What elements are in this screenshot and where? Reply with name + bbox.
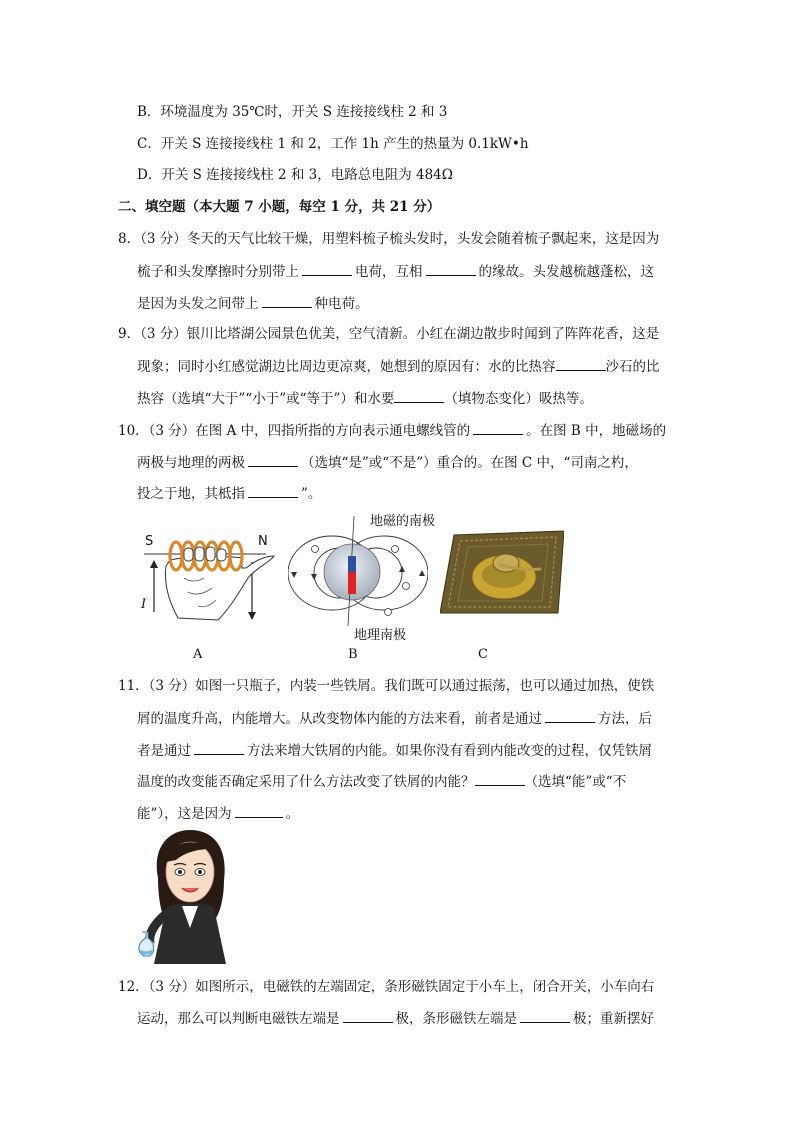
label-n-pole: N — [258, 534, 268, 549]
option-d: D．开关 S 连接接线柱 2 和 3，电路总电阻为 484Ω — [137, 167, 453, 183]
answer-blank[interactable] — [248, 452, 298, 467]
label-geomagnetic-south: 地磁的南极 — [370, 514, 436, 529]
q12-text: 运动，那么可以判断电磁铁左端是 — [137, 1011, 340, 1027]
figure-c-sinan-compass — [440, 529, 564, 615]
q12-text: 极，条形磁铁左端是 — [395, 1011, 517, 1027]
option-c: C．开关 S 连接接线柱 1 和 2，工作 1h 产生的热量为 0.1kW•h — [137, 136, 529, 152]
option-b: B．环境温度为 35℃时，开关 S 连接接线柱 2 和 3 — [137, 104, 448, 120]
q12-text: 极；重新摆好 — [573, 1011, 654, 1027]
q10-text: 投之于地，其柢指 — [137, 486, 245, 502]
label-geographic-south: 地理南极 — [354, 628, 407, 643]
label-s-pole: S — [145, 534, 154, 549]
figure-a-right-hand-solenoid — [138, 522, 278, 626]
q9-text: 现象；同时小红感觉湖边比周边更凉爽，她想到的原因有：水的比热容 — [137, 359, 556, 375]
q8-text: 梳子和头发摩擦时分别带上 — [137, 264, 299, 280]
answer-blank[interactable] — [473, 420, 523, 435]
q10-text: 两极与地理的两极 — [137, 455, 245, 471]
q8-line2 — [137, 261, 654, 282]
q10-line1 — [118, 420, 666, 441]
q11-text: 方法来增大铁屑的内能。如果你没有看到内能改变的过程，仅凭铁屑 — [247, 743, 652, 759]
figure-a-caption: A — [193, 647, 203, 662]
q11-text: 屑的温度升高，内能增大。从改变物体内能的方法来看，前者是通过 — [137, 711, 542, 727]
q8-text: 的缘故。头发越梳越蓬松，这 — [478, 264, 654, 280]
answer-blank[interactable] — [394, 388, 444, 403]
answer-blank[interactable] — [235, 803, 283, 818]
q12-line1: 12．（3 分）如图所示，电磁铁的左端固定，条形磁铁固定于小车上，闭合开关，小车向右 — [118, 979, 655, 995]
q11-line5 — [137, 803, 299, 824]
q11-line1: 11．（3 分）如图一只瓶子，内装一些铁屑。我们既可以通过振荡，也可以通过加热，使铁 — [118, 678, 655, 694]
q8-text: 种电荷。 — [314, 296, 369, 312]
q11-text: 温度的改变能否确定采用了什么方法改变了铁屑的内能？ — [137, 774, 475, 790]
figure-b-caption: B — [348, 647, 358, 662]
answer-blank[interactable] — [475, 771, 525, 786]
q8-line3 — [137, 293, 369, 314]
q10-line3 — [137, 483, 321, 504]
q11-line4 — [137, 771, 626, 792]
q10-text: 10．（3 分）在图 A 中，四指所指的方向表示通电螺线管的 — [118, 423, 471, 439]
answer-blank[interactable] — [194, 740, 244, 755]
q11-text: 方法，后 — [598, 711, 652, 727]
q11-line2 — [137, 708, 652, 729]
q9-line2 — [137, 356, 660, 377]
q10-line2 — [137, 452, 638, 473]
q9-text: 沙石的比 — [605, 359, 660, 375]
answer-blank[interactable] — [343, 1008, 393, 1023]
answer-blank[interactable] — [556, 356, 606, 371]
q9-text: 热容（选填“大于”“小于”或“等于”）和水要 — [137, 391, 395, 407]
q11-text: 能”），这是因为 — [137, 806, 232, 822]
teacher-cartoon-illustration — [136, 828, 240, 964]
q10-text: ”。 — [301, 486, 322, 502]
q11-line3 — [137, 740, 652, 761]
section-title: 二、填空题（本大题 7 小题，每空 1 分，共 21 分） — [118, 199, 441, 215]
q11-text: 。 — [285, 806, 300, 822]
figure-c-caption: C — [478, 647, 488, 662]
answer-blank[interactable] — [545, 708, 595, 723]
answer-blank[interactable] — [248, 483, 298, 498]
q12-line2 — [137, 1008, 654, 1029]
q11-text: 者是通过 — [137, 743, 191, 759]
label-current: I — [141, 597, 147, 612]
answer-blank[interactable] — [262, 293, 312, 308]
figure-b-earth-magnetic-field — [288, 516, 428, 626]
q8-text: 是因为头发之间带上 — [137, 296, 259, 312]
q10-text: 。在图 B 中，地磁场的 — [526, 423, 667, 439]
q10-text: （选填“是”或“不是”）重合的。在图 C 中，“司南之杓， — [301, 455, 638, 471]
answer-blank[interactable] — [302, 261, 352, 276]
q9-line3 — [137, 388, 593, 409]
q9-line1: 9．（3 分）银川比塔湖公园景色优美，空气清新。小红在湖边散步时闻到了阵阵花香，这是 — [118, 326, 660, 342]
q11-text: （选填“能”或“不 — [524, 774, 627, 790]
q9-text: （填物态变化）吸热等。 — [444, 391, 593, 407]
answer-blank[interactable] — [426, 261, 476, 276]
answer-blank[interactable] — [520, 1008, 570, 1023]
q8-line1: 8．（3 分）冬天的天气比较干燥，用塑料梳子梳头发时，头发会随着梳子飘起来，这是因为 — [118, 231, 660, 247]
q8-text: 电荷，互相 — [355, 264, 423, 280]
